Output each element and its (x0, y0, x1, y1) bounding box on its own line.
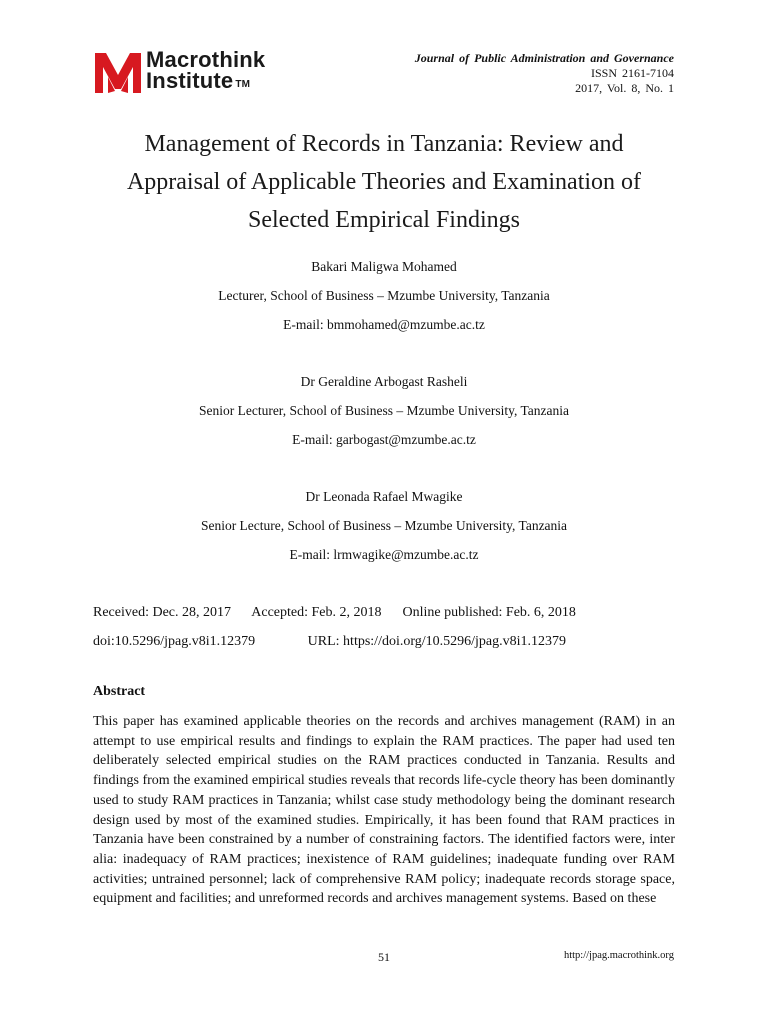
logo-trademark: TM (235, 79, 251, 90)
author-name: Dr Leonada Rafael Mwagike (305, 489, 463, 504)
author-email: E-mail: garbogast@mzumbe.ac.tz (292, 432, 476, 447)
abstract-heading: Abstract (93, 684, 146, 699)
doi-url-link[interactable]: URL: https://doi.org/10.5296/jpag.v8i1.12379 (307, 634, 567, 649)
author-affiliation: Lecturer, School of Business – Mzumbe University, Tanzania (218, 288, 550, 303)
logo-wordmark (146, 49, 265, 91)
received-date: Received: Dec. 28, 2017 (93, 605, 232, 620)
abstract-body: This paper has examined applicable theories on the records and archives management (RAM) in an attempt to use empirical results and findings to explain the RAM practices. The paper had used ten deliberately selected empirical studies on the RAM practices conducted in Tanzania. Results and findings from the examined empirical studies reveals that records life-cycle theory has been dominantly used to study RAM practices in Tanzania; whilst case study methodology being the dominant research design used by most of the examined studies. Empirically, it has been found that RAM practices in Tanzania have been constrained by a number of constraining factors. The identified factors were, inter alia: inadequacy of RAM practices; inexistence of RAM guidelines; inadequate funding over RAM activities; untrained personnel; lack of comprehensive RAM policy; inadequate records storage space, equipment and facilities; and unreformed records and archives management systems. Based on these (93, 714, 675, 907)
doi-line (93, 627, 576, 656)
title-line-1: Management of Records in Tanzania: Review and (144, 131, 624, 157)
author-affiliation: Senior Lecture, School of Business – Mzumbe University, Tanzania (200, 518, 568, 533)
online-date: Online published: Feb. 6, 2018 (402, 605, 576, 620)
author-block (0, 256, 768, 343)
footer-site-link[interactable]: http://jpag.macrothink.org (563, 950, 674, 961)
author-list (0, 256, 768, 601)
journal-issn: ISSN 2161-7104 (590, 66, 674, 80)
author-affiliation: Senior Lecturer, School of Business – Mzumbe University, Tanzania (198, 403, 570, 418)
journal-name: Journal of Public Administration and Governance (414, 51, 674, 65)
publication-dates (93, 598, 576, 656)
title-line-2: Appraisal of Applicable Theories and Examination of (126, 169, 642, 195)
page-number: 51 (378, 950, 390, 964)
title-line-3: Selected Empirical Findings (248, 207, 520, 233)
doi-text: doi:10.5296/jpag.v8i1.12379 (93, 634, 256, 649)
logo-line-1: Macrothink (146, 47, 266, 72)
author-block (0, 371, 768, 458)
journal-info (415, 51, 674, 96)
dates-line (93, 598, 576, 627)
author-email: E-mail: bmmohamed@mzumbe.ac.tz (283, 317, 485, 332)
accepted-date: Accepted: Feb. 2, 2018 (251, 605, 382, 620)
author-block (0, 486, 768, 573)
journal-volume: 2017, Vol. 8, No. 1 (575, 81, 674, 95)
logo-line-2: Institute ™ (146, 68, 251, 93)
publisher-logo (93, 47, 293, 97)
paper-title (0, 125, 768, 239)
author-name: Bakari Maligwa Mohamed (311, 259, 457, 274)
author-name: Dr Geraldine Arbogast Rasheli (300, 374, 468, 389)
macrothink-logo-icon (93, 47, 143, 95)
author-email: E-mail: lrmwagike@mzumbe.ac.tz (289, 547, 479, 562)
